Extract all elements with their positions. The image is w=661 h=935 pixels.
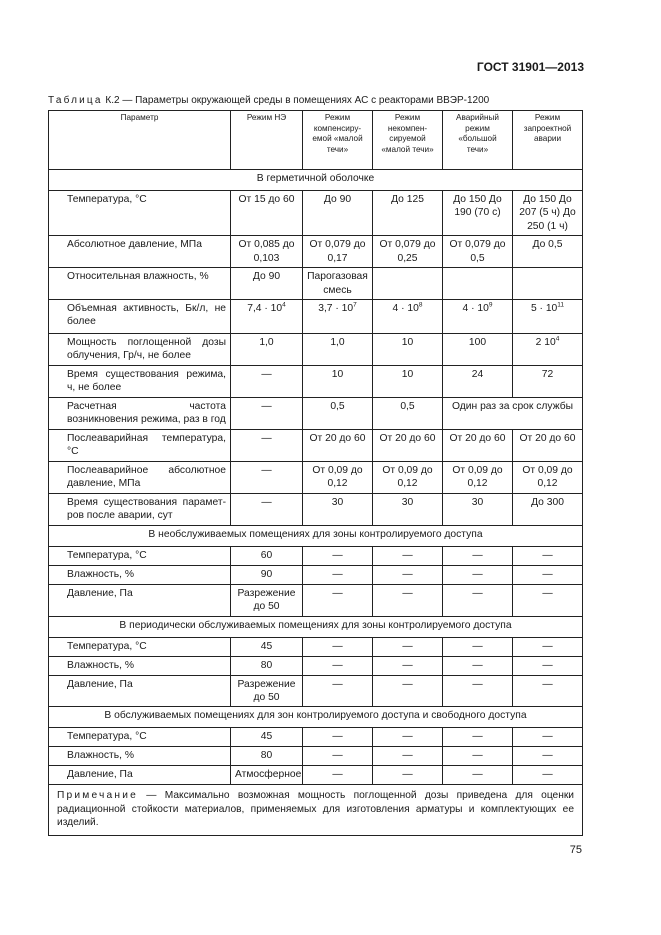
value-cell: — bbox=[373, 728, 443, 747]
table-row bbox=[49, 747, 583, 766]
value-cell: 80 bbox=[231, 656, 303, 675]
value-cell: — bbox=[303, 728, 373, 747]
page-number: 75 bbox=[569, 844, 582, 856]
table-row bbox=[49, 461, 583, 493]
value-cell: — bbox=[443, 675, 513, 707]
value-cell bbox=[373, 268, 443, 300]
table-row bbox=[49, 766, 583, 785]
value-cell bbox=[443, 268, 513, 300]
value-cell: — bbox=[443, 766, 513, 785]
note-label: Примечание bbox=[57, 790, 138, 802]
value-cell: Разрежение до 50 bbox=[231, 584, 303, 616]
value-cell: — bbox=[373, 584, 443, 616]
value-cell: — bbox=[373, 546, 443, 565]
value-cell: Атмосферное bbox=[231, 766, 303, 785]
section-title: В необслуживаемых помещениях для зоны контролируемого доступа bbox=[49, 525, 583, 546]
param-cell: Послеаварийное абсолютное давление, МПа bbox=[49, 461, 231, 493]
value-cell: — bbox=[443, 565, 513, 584]
section-row bbox=[49, 525, 583, 546]
value-cell: — bbox=[373, 747, 443, 766]
param-cell: Температура, °С bbox=[49, 637, 231, 656]
document-code: ГОСТ 31901—2013 bbox=[476, 60, 584, 74]
table-row bbox=[49, 493, 583, 525]
value-cell: $4 \cdot 10^8$ bbox=[373, 299, 443, 333]
value-cell: — bbox=[373, 675, 443, 707]
value-cell bbox=[513, 268, 583, 300]
value-cell: До 150 До 190 (70 с) bbox=[443, 191, 513, 236]
header-mode-large-leak: Аварийный режим «большой течи» bbox=[443, 111, 513, 170]
value-cell: — bbox=[231, 397, 303, 429]
value-cell: До 125 bbox=[373, 191, 443, 236]
header-mode-uncompensated-leak: Режим некомпен-сируемой «малой течи» bbox=[373, 111, 443, 170]
header-parameter: Параметр bbox=[49, 111, 231, 170]
caption-text: К.2 — Параметры окружающей среды в помещениях АС с реакторами ВВЭР-1200 bbox=[102, 95, 490, 106]
table-row bbox=[49, 656, 583, 675]
value-cell: От 20 до 60 bbox=[443, 429, 513, 461]
param-cell: Расчетная частота возникновения режима, раз в год bbox=[49, 397, 231, 429]
value-cell: — bbox=[513, 637, 583, 656]
value-cell: 30 bbox=[303, 493, 373, 525]
value-cell: — bbox=[231, 429, 303, 461]
table-row bbox=[49, 268, 583, 300]
value-cell: 10 bbox=[373, 333, 443, 365]
param-cell: Абсолютное давление, МПа bbox=[49, 236, 231, 268]
value-cell: — bbox=[303, 546, 373, 565]
header-mode-beyond-design: Режим запроектной аварии bbox=[513, 111, 583, 170]
value-cell: — bbox=[373, 656, 443, 675]
value-cell: — bbox=[303, 584, 373, 616]
table-row bbox=[49, 675, 583, 707]
value-cell: 45 bbox=[231, 637, 303, 656]
value-cell: От 0,079 до 0,5 bbox=[443, 236, 513, 268]
value-cell: 10 bbox=[373, 365, 443, 397]
table-row bbox=[49, 637, 583, 656]
value-cell: 45 bbox=[231, 728, 303, 747]
section-row bbox=[49, 707, 583, 728]
value-cell: — bbox=[231, 365, 303, 397]
value-cell: — bbox=[373, 565, 443, 584]
param-cell: Влажность, % bbox=[49, 747, 231, 766]
table-row bbox=[49, 365, 583, 397]
value-cell: — bbox=[303, 656, 373, 675]
param-cell: Температура, °С bbox=[49, 546, 231, 565]
value-cell: $7,4 \cdot 10^4$ bbox=[231, 299, 303, 333]
value-cell: — bbox=[303, 766, 373, 785]
param-cell: Давление, Па bbox=[49, 675, 231, 707]
value-cell: От 20 до 60 bbox=[373, 429, 443, 461]
value-cell: — bbox=[303, 637, 373, 656]
table-row bbox=[49, 299, 583, 333]
param-cell: Время существования парамет-ров после аварии, сут bbox=[49, 493, 231, 525]
value-cell: 10 bbox=[303, 365, 373, 397]
value-cell: До 90 bbox=[231, 268, 303, 300]
value-cell: 30 bbox=[373, 493, 443, 525]
value-cell: От 15 до 60 bbox=[231, 191, 303, 236]
table-row bbox=[49, 546, 583, 565]
value-cell: 1,0 bbox=[231, 333, 303, 365]
param-cell: Температура, °С bbox=[49, 191, 231, 236]
value-cell: 60 bbox=[231, 546, 303, 565]
value-cell: — bbox=[443, 584, 513, 616]
value-cell: От 20 до 60 bbox=[303, 429, 373, 461]
value-cell: 100 bbox=[443, 333, 513, 365]
section-title: В обслуживаемых помещениях для зон контролируемого доступа и свободного доступа bbox=[49, 707, 583, 728]
value-cell: — bbox=[443, 656, 513, 675]
table-note bbox=[49, 785, 583, 836]
value-cell: Один раз за срок службы bbox=[443, 397, 583, 429]
value-cell: — bbox=[513, 546, 583, 565]
param-cell: Мощность поглощенной дозы облучения, Гр/ч, не более bbox=[49, 333, 231, 365]
param-cell: Влажность, % bbox=[49, 565, 231, 584]
value-cell: 0,5 bbox=[303, 397, 373, 429]
value-cell: От 20 до 60 bbox=[513, 429, 583, 461]
table-row bbox=[49, 333, 583, 365]
param-cell: Относительная влажность, % bbox=[49, 268, 231, 300]
value-cell: — bbox=[513, 565, 583, 584]
section-row bbox=[49, 616, 583, 637]
value-cell: 72 bbox=[513, 365, 583, 397]
table-row bbox=[49, 236, 583, 268]
param-cell: Время существования режима, ч, не более bbox=[49, 365, 231, 397]
header-mode-compensated-leak: Режим компенсиру-емой «малой течи» bbox=[303, 111, 373, 170]
value-cell: — bbox=[513, 728, 583, 747]
param-cell: Послеаварийная температура, °С bbox=[49, 429, 231, 461]
value-cell: $5 \cdot 10^{11}$ bbox=[513, 299, 583, 333]
table-caption bbox=[48, 95, 489, 106]
value-cell: — bbox=[513, 656, 583, 675]
param-cell: Давление, Па bbox=[49, 766, 231, 785]
param-cell: Влажность, % bbox=[49, 656, 231, 675]
param-cell: Объемная активность, Бк/л, не более bbox=[49, 299, 231, 333]
value-cell: — bbox=[513, 747, 583, 766]
table-row bbox=[49, 728, 583, 747]
value-cell: От 0,09 до 0,12 bbox=[443, 461, 513, 493]
value-cell: От 0,09 до 0,12 bbox=[513, 461, 583, 493]
parameters-table bbox=[48, 110, 583, 836]
value-cell: — bbox=[443, 637, 513, 656]
value-cell: — bbox=[231, 493, 303, 525]
value-cell: До 300 bbox=[513, 493, 583, 525]
value-cell: — bbox=[513, 675, 583, 707]
table-row bbox=[49, 397, 583, 429]
value-cell: До 150 До 207 (5 ч) До 250 (1 ч) bbox=[513, 191, 583, 236]
table-row bbox=[49, 191, 583, 236]
value-cell: — bbox=[513, 584, 583, 616]
value-cell: От 0,079 до 0,25 bbox=[373, 236, 443, 268]
value-cell: — bbox=[443, 747, 513, 766]
value-cell: — bbox=[373, 766, 443, 785]
value-cell: От 0,085 до 0,103 bbox=[231, 236, 303, 268]
section-title: В периодически обслуживаемых помещениях для зоны контролируемого доступа bbox=[49, 616, 583, 637]
value-cell: Разрежение до 50 bbox=[231, 675, 303, 707]
value-cell: 90 bbox=[231, 565, 303, 584]
value-cell: От 0,09 до 0,12 bbox=[373, 461, 443, 493]
value-cell: — bbox=[373, 637, 443, 656]
note-row bbox=[49, 785, 583, 836]
value-cell: $3,7 \cdot 10^7$ bbox=[303, 299, 373, 333]
header-mode-ne: Режим НЭ bbox=[231, 111, 303, 170]
table-row bbox=[49, 565, 583, 584]
value-cell: — bbox=[303, 747, 373, 766]
value-cell: От 0,09 до 0,12 bbox=[303, 461, 373, 493]
param-cell: Температура, °С bbox=[49, 728, 231, 747]
table-row bbox=[49, 584, 583, 616]
value-cell: До 0,5 bbox=[513, 236, 583, 268]
section-row bbox=[49, 170, 583, 191]
value-cell: 2 $10^4$ bbox=[513, 333, 583, 365]
value-cell: $4 \cdot 10^9$ bbox=[443, 299, 513, 333]
table-header-row bbox=[49, 111, 583, 170]
value-cell: 80 bbox=[231, 747, 303, 766]
value-cell: До 90 bbox=[303, 191, 373, 236]
note-text: — Максимально возможная мощность поглощенной дозы приведена для оценки радиационной стойкости материалов, применяемых для изготовления арматуры и комплектующих ее изделий. bbox=[57, 790, 574, 828]
param-cell: Давление, Па bbox=[49, 584, 231, 616]
caption-label: Таблица bbox=[48, 95, 103, 106]
value-cell: 24 bbox=[443, 365, 513, 397]
value-cell: — bbox=[303, 565, 373, 584]
table-row bbox=[49, 429, 583, 461]
value-cell: — bbox=[513, 766, 583, 785]
value-cell: 0,5 bbox=[373, 397, 443, 429]
value-cell: 1,0 bbox=[303, 333, 373, 365]
value-cell: — bbox=[443, 546, 513, 565]
value-cell: От 0,079 до 0,17 bbox=[303, 236, 373, 268]
value-cell: — bbox=[303, 675, 373, 707]
section-title: В герметичной оболочке bbox=[49, 170, 583, 191]
value-cell: Парогазовая смесь bbox=[303, 268, 373, 300]
value-cell: — bbox=[231, 461, 303, 493]
value-cell: — bbox=[443, 728, 513, 747]
value-cell: 30 bbox=[443, 493, 513, 525]
